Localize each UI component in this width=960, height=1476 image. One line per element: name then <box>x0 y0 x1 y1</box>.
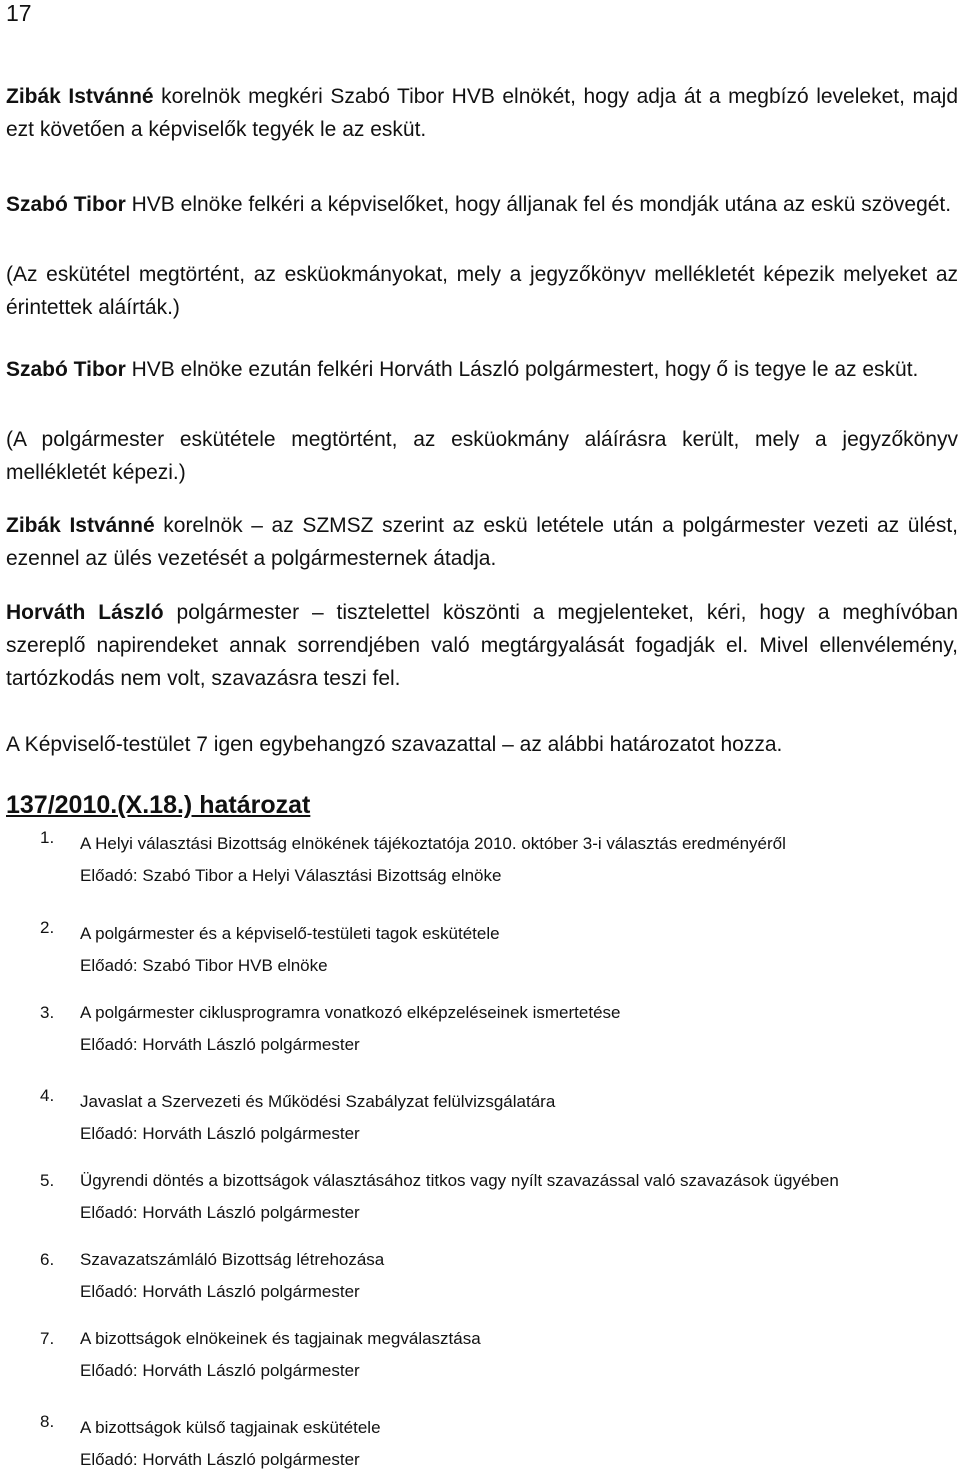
paragraph-text: (Az eskütétel megtörtént, az esküokmányokat, mely a jegyzőkönyv mellékletét képezik melyeket az érintettek aláírták.) <box>6 263 958 319</box>
paragraph-text: HVB elnöke ezután felkéri Horváth László polgármestert, hogy ő is tegye le az esküt. <box>125 358 919 381</box>
page-number: 17 <box>6 0 32 26</box>
agenda-title: A bizottságok külső tagjainak eskütétele <box>80 1418 381 1437</box>
paragraph-text: (A polgármester eskütétele megtörtént, az esküokmány aláírásra került, mely a jegyzőkönyv mellékletét képezi.) <box>6 428 958 484</box>
agenda-number: 1. <box>40 828 55 847</box>
paragraph-4 <box>6 353 958 386</box>
agenda-presenter: Előadó: Horváth László polgármester <box>80 1124 360 1143</box>
paragraph-text: polgármester – tisztelettel köszönti a megjelenteket, kéri, hogy a meghívóban szereplő napirendeket annak sorrendjében való megtárgyalását fogadják el. Mivel ellenvélemény, tartózkodás nem volt, szavazásra teszi fel. <box>6 601 958 690</box>
agenda-title: Ügyrendi döntés a bizottságok választásához titkos vagy nyílt szavazással való szavazások ügyében <box>80 1171 839 1190</box>
speaker-name: Szabó Tibor <box>6 358 126 381</box>
vote-statement: A Képviselő-testület 7 igen egybehangzó szavazattal – az alábbi határozatot hozza. <box>6 733 783 756</box>
agenda-presenter: Előadó: Horváth László polgármester <box>80 1282 360 1301</box>
agenda-presenter: Előadó: Horváth László polgármester <box>80 1203 360 1222</box>
resolution-title: 137/2010.(X.18.) határozat <box>6 791 311 819</box>
paragraph-2 <box>6 188 958 221</box>
speaker-name: Szabó Tibor <box>6 193 126 216</box>
agenda-title: Szavazatszámláló Bizottság létrehozása <box>80 1250 385 1269</box>
paragraph-7 <box>6 596 958 695</box>
agenda-title: A polgármester és a képviselő-testületi tagok eskütétele <box>80 924 500 943</box>
agenda-presenter: Előadó: Szabó Tibor a Helyi Választási Bizottság elnöke <box>80 866 502 885</box>
paragraph-text: korelnök – az SZMSZ szerint az eskü letétele után a polgármester vezeti az ülést, ezennel az ülés vezetését a polgármesternek átadja. <box>6 514 958 570</box>
paragraph-text: HVB elnöke felkéri a képviselőket, hogy álljanak fel és mondják utána az eskü szövegét. <box>125 193 952 216</box>
agenda-number: 5. <box>40 1171 55 1190</box>
agenda-presenter: Előadó: Szabó Tibor HVB elnöke <box>80 956 328 975</box>
agenda-presenter: Előadó: Horváth László polgármester <box>80 1361 360 1380</box>
paragraph-1 <box>6 80 958 146</box>
agenda-title: A bizottságok elnökeinek és tagjainak megválasztása <box>80 1329 481 1348</box>
paragraph-6 <box>6 509 958 575</box>
speaker-name: Zibák Istvánné <box>6 85 154 108</box>
agenda-number: 8. <box>40 1412 55 1431</box>
agenda-title: Javaslat a Szervezeti és Működési Szabályzat felülvizsgálatára <box>80 1092 556 1111</box>
speaker-name: Zibák Istvánné <box>6 514 155 537</box>
agenda-presenter: Előadó: Horváth László polgármester <box>80 1035 360 1054</box>
paragraph-3 <box>6 258 958 324</box>
agenda-number: 4. <box>40 1086 55 1105</box>
agenda-title: A Helyi választási Bizottság elnökének tájékoztatója 2010. október 3-i választás eredményéről <box>80 834 786 853</box>
agenda-title: A polgármester ciklusprogramra vonatkozó elképzeléseinek ismertetése <box>80 1003 621 1022</box>
paragraph-text: korelnök megkéri Szabó Tibor HVB elnökét, hogy adja át a megbízó leveleket, majd ezt követően a képviselők tegyék le az esküt. <box>6 85 958 141</box>
agenda-number: 3. <box>40 1003 55 1022</box>
speaker-name: Horváth László <box>6 601 164 624</box>
agenda-presenter: Előadó: Horváth László polgármester <box>80 1450 360 1469</box>
paragraph-5 <box>6 423 958 489</box>
agenda-number: 7. <box>40 1329 55 1348</box>
agenda-number: 6. <box>40 1250 55 1269</box>
agenda-number: 2. <box>40 918 55 937</box>
